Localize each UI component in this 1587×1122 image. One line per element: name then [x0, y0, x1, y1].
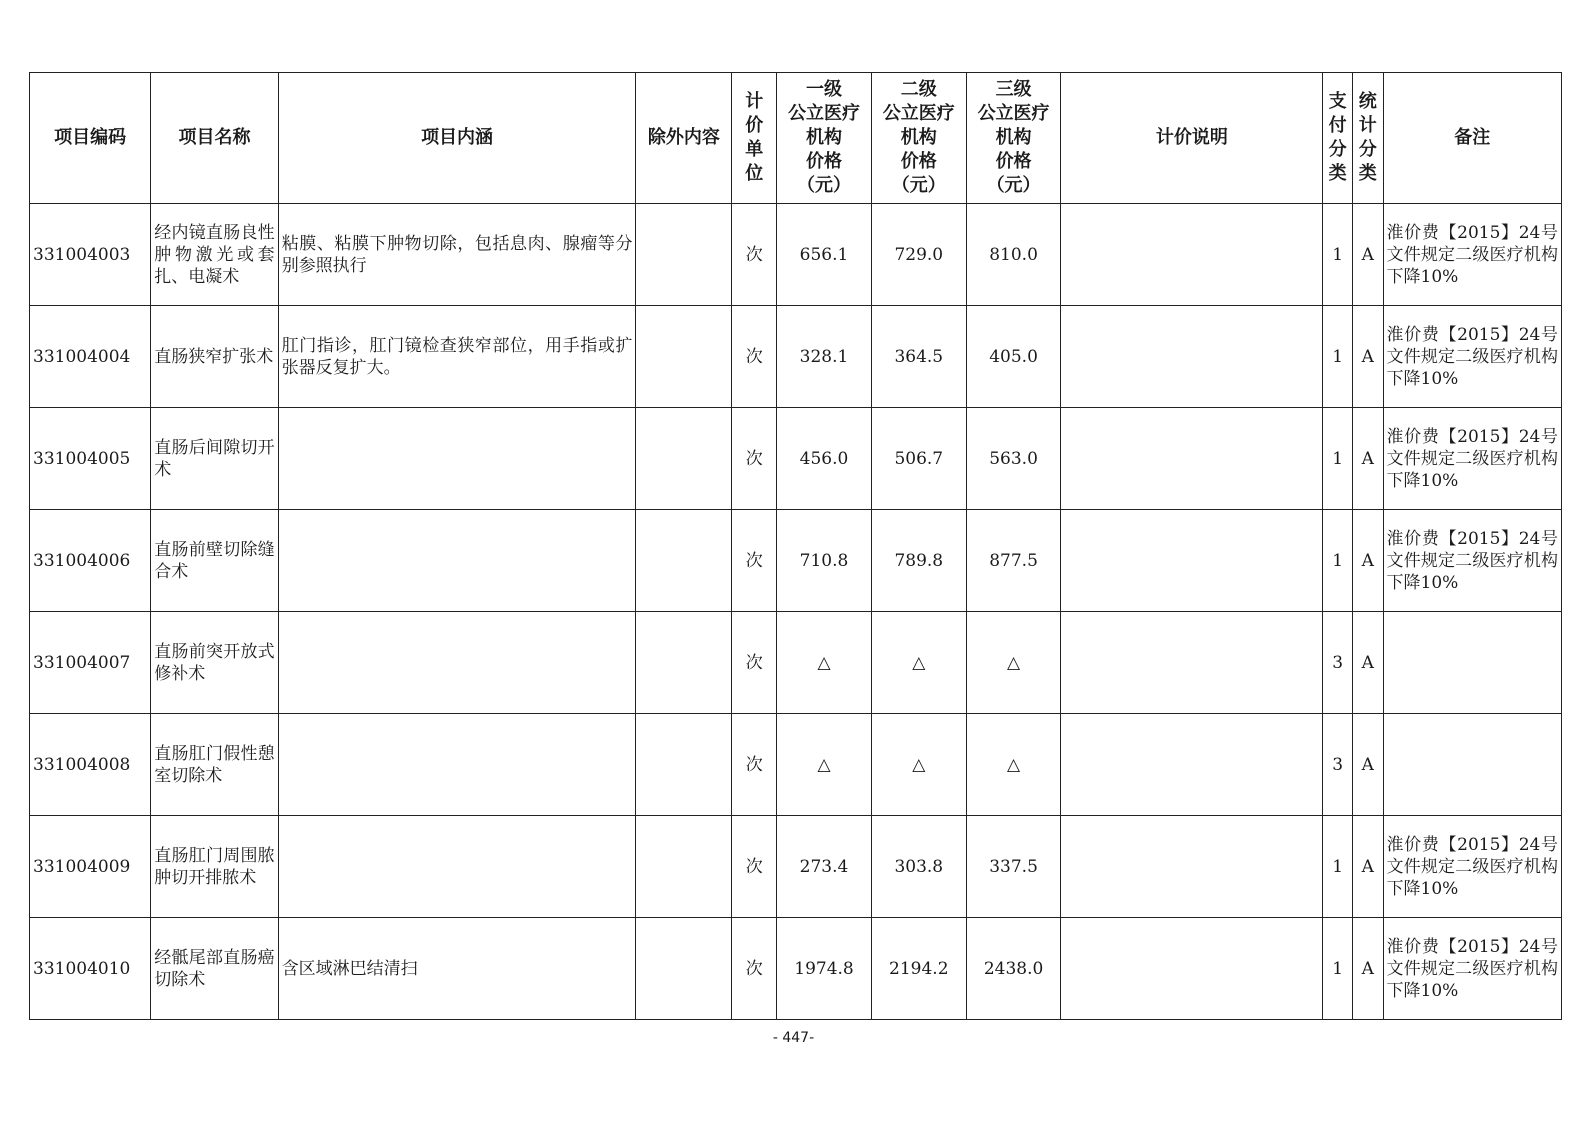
cell-price-level3: 405.0: [966, 306, 1061, 408]
header-pay-category: 支 付 分 类: [1323, 73, 1353, 204]
cell-explain: [1061, 408, 1323, 510]
table-row: [30, 612, 1562, 714]
header-content: 项目内涵: [278, 73, 636, 204]
cell-pay-category: 1: [1323, 816, 1353, 918]
cell-exclusions: [636, 306, 732, 408]
cell-content: [278, 816, 636, 918]
cell-explain: [1061, 510, 1323, 612]
cell-price-level3: △: [966, 714, 1061, 816]
cell-exclusions: [636, 204, 732, 306]
cell-content: 粘膜、粘膜下肿物切除，包括息肉、腺瘤等分别参照执行: [278, 204, 636, 306]
header-explain: 计价说明: [1061, 73, 1323, 204]
cell-pay-category: 1: [1323, 306, 1353, 408]
cell-price-level2: 303.8: [871, 816, 966, 918]
table-row: [30, 816, 1562, 918]
cell-price-level2: △: [871, 714, 966, 816]
cell-unit: 次: [732, 408, 777, 510]
cell-name: 直肠肛门周围脓肿切开排脓术: [151, 816, 278, 918]
cell-stat-category: A: [1352, 204, 1383, 306]
cell-code: 331004010: [30, 918, 151, 1020]
cell-code: 331004005: [30, 408, 151, 510]
cell-name: 直肠肛门假性憩室切除术: [151, 714, 278, 816]
header-stat-category: 统 计 分 类: [1352, 73, 1383, 204]
header-code: 项目编码: [30, 73, 151, 204]
cell-price-level3: △: [966, 612, 1061, 714]
cell-content: [278, 510, 636, 612]
header-note: 备注: [1383, 73, 1561, 204]
cell-name: 直肠后间隙切开术: [151, 408, 278, 510]
cell-explain: [1061, 612, 1323, 714]
cell-note: 淮价费【2015】24号文件规定二级医疗机构下降10%: [1383, 510, 1561, 612]
cell-price-level2: 364.5: [871, 306, 966, 408]
price-table: [29, 72, 1562, 1020]
cell-stat-category: A: [1352, 510, 1383, 612]
cell-explain: [1061, 816, 1323, 918]
table-row: [30, 408, 1562, 510]
cell-price-level1: △: [777, 714, 872, 816]
cell-code: 331004007: [30, 612, 151, 714]
cell-note: 淮价费【2015】24号文件规定二级医疗机构下降10%: [1383, 816, 1561, 918]
cell-exclusions: [636, 714, 732, 816]
cell-price-level2: △: [871, 612, 966, 714]
cell-note: [1383, 714, 1561, 816]
cell-pay-category: 1: [1323, 510, 1353, 612]
cell-pay-category: 1: [1323, 408, 1353, 510]
cell-code: 331004009: [30, 816, 151, 918]
cell-note: 淮价费【2015】24号文件规定二级医疗机构下降10%: [1383, 306, 1561, 408]
cell-stat-category: A: [1352, 306, 1383, 408]
cell-price-level2: 2194.2: [871, 918, 966, 1020]
table-row: [30, 918, 1562, 1020]
cell-name: 直肠前突开放式修补术: [151, 612, 278, 714]
cell-price-level3: 337.5: [966, 816, 1061, 918]
cell-exclusions: [636, 612, 732, 714]
cell-price-level1: 1974.8: [777, 918, 872, 1020]
cell-exclusions: [636, 510, 732, 612]
header-row: [30, 73, 1562, 204]
cell-content: [278, 714, 636, 816]
cell-unit: 次: [732, 816, 777, 918]
cell-price-level1: 273.4: [777, 816, 872, 918]
cell-name: 直肠前壁切除缝合术: [151, 510, 278, 612]
cell-price-level2: 506.7: [871, 408, 966, 510]
header-name: 项目名称: [151, 73, 278, 204]
cell-unit: 次: [732, 612, 777, 714]
cell-price-level1: 328.1: [777, 306, 872, 408]
table-row: [30, 204, 1562, 306]
cell-name: 直肠狭窄扩张术: [151, 306, 278, 408]
cell-explain: [1061, 714, 1323, 816]
cell-stat-category: A: [1352, 714, 1383, 816]
table-row: [30, 510, 1562, 612]
cell-unit: 次: [732, 306, 777, 408]
cell-note: 淮价费【2015】24号文件规定二级医疗机构下降10%: [1383, 204, 1561, 306]
cell-note: 淮价费【2015】24号文件规定二级医疗机构下降10%: [1383, 408, 1561, 510]
cell-content: [278, 612, 636, 714]
cell-code: 331004003: [30, 204, 151, 306]
cell-code: 331004008: [30, 714, 151, 816]
cell-content: [278, 408, 636, 510]
header-price-level3: 三级 公立医疗 机构 价格 （元）: [966, 73, 1061, 204]
cell-explain: [1061, 918, 1323, 1020]
cell-price-level1: △: [777, 612, 872, 714]
cell-price-level1: 456.0: [777, 408, 872, 510]
cell-price-level1: 710.8: [777, 510, 872, 612]
cell-explain: [1061, 204, 1323, 306]
cell-price-level3: 810.0: [966, 204, 1061, 306]
header-unit: 计 价 单 位: [732, 73, 777, 204]
page-number: - 447-: [772, 1030, 815, 1046]
cell-unit: 次: [732, 510, 777, 612]
table-row: [30, 714, 1562, 816]
cell-exclusions: [636, 918, 732, 1020]
header-price-level2: 二级 公立医疗 机构 价格 （元）: [871, 73, 966, 204]
cell-content: 肛门指诊，肛门镜检查狭窄部位，用手指或扩张器反复扩大。: [278, 306, 636, 408]
cell-exclusions: [636, 816, 732, 918]
cell-unit: 次: [732, 714, 777, 816]
cell-unit: 次: [732, 918, 777, 1020]
cell-exclusions: [636, 408, 732, 510]
cell-price-level3: 2438.0: [966, 918, 1061, 1020]
cell-code: 331004004: [30, 306, 151, 408]
cell-note: 淮价费【2015】24号文件规定二级医疗机构下降10%: [1383, 918, 1561, 1020]
table-row: [30, 306, 1562, 408]
cell-price-level1: 656.1: [777, 204, 872, 306]
cell-stat-category: A: [1352, 918, 1383, 1020]
cell-name: 经内镜直肠良性肿物激光或套扎、电凝术: [151, 204, 278, 306]
cell-content: 含区域淋巴结清扫: [278, 918, 636, 1020]
cell-note: [1383, 612, 1561, 714]
cell-pay-category: 3: [1323, 612, 1353, 714]
cell-price-level2: 729.0: [871, 204, 966, 306]
cell-stat-category: A: [1352, 612, 1383, 714]
cell-price-level3: 563.0: [966, 408, 1061, 510]
cell-pay-category: 1: [1323, 918, 1353, 1020]
header-exclusions: 除外内容: [636, 73, 732, 204]
header-price-level1: 一级 公立医疗 机构 价格 （元）: [777, 73, 872, 204]
cell-stat-category: A: [1352, 816, 1383, 918]
cell-price-level2: 789.8: [871, 510, 966, 612]
cell-pay-category: 3: [1323, 714, 1353, 816]
cell-explain: [1061, 306, 1323, 408]
cell-pay-category: 1: [1323, 204, 1353, 306]
cell-stat-category: A: [1352, 408, 1383, 510]
cell-price-level3: 877.5: [966, 510, 1061, 612]
cell-unit: 次: [732, 204, 777, 306]
cell-name: 经骶尾部直肠癌切除术: [151, 918, 278, 1020]
cell-code: 331004006: [30, 510, 151, 612]
